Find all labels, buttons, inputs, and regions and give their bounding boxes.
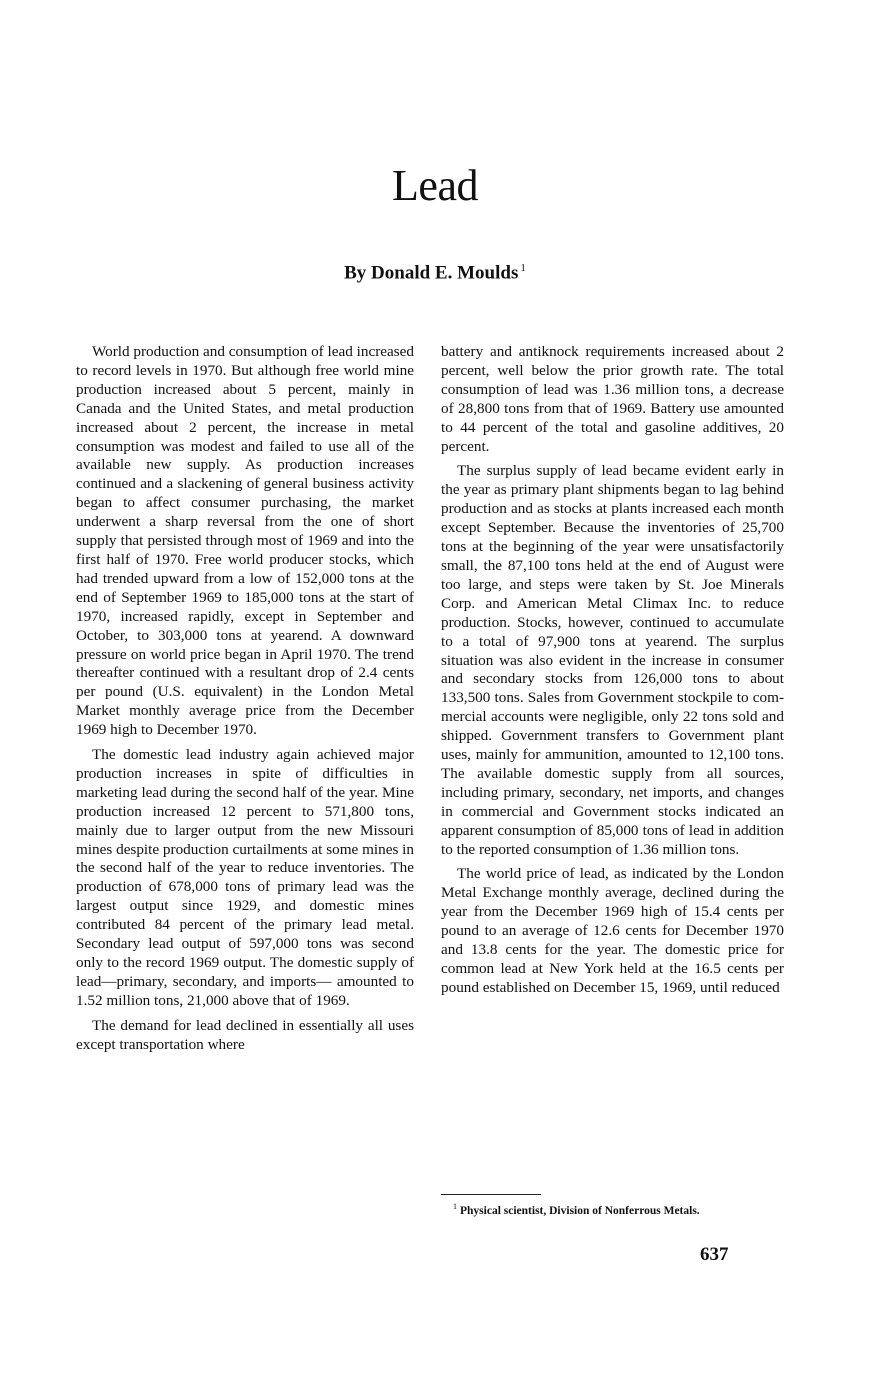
paragraph-demand: The demand for lead declined in essentially all uses except transportation where xyxy=(76,1016,414,1053)
author-name: By Donald E. Moulds xyxy=(344,262,519,284)
footnote-marker: 1 xyxy=(453,1202,457,1211)
paragraph-demand-continued: battery and antiknock requirements increased about 2 percent, well below the prior growth rate. The total consumption of lead was 1.36 million tons, a decrease of 28,800 tons from that of 1969. Battery use amounted to 44 percent of the total and gasoline additives, 20 percent. xyxy=(441,343,784,455)
byline xyxy=(0,262,870,284)
paragraph-domestic-industry: The domestic lead industry again achieved major production increases in spite of difficulties in marketing lead during the second half of the year. Mine production increased 12 percent to 571,800 tons, mainly due to larger output from the new Missouri mines despite production curtailments at some mines in the second half of the year to reduce inventories. The production of 678,000 tons of primary lead was the largest output since 1929, and domestic mines contributed 84 percent of the primary lead metal. Secondary lead output of 597,000 tons was second only to the record 1969 output. The domestic supply of lead—primary, secondary, and imports— amounted to 1.52 million tons, 21,000 above that of 1969. xyxy=(76,746,414,1009)
paragraph-world-price: The world price of lead, as indicated by the London Metal Exchange monthly average, declined during the year from the December 1969 high of 15.4 cents per pound to an average of 12.6 cents for December 1970 and 13.8 cents for the year. The domestic price for common lead at New York held at the 16.5 cents per pound established on December 15, 1969, until reduced xyxy=(441,865,784,996)
footnote-reference: 1 xyxy=(520,262,526,274)
footnote xyxy=(441,1200,784,1218)
footnote-divider xyxy=(441,1194,541,1195)
page-title: Lead xyxy=(392,161,478,210)
right-column xyxy=(441,343,784,998)
paragraph-surplus-supply: The surplus supply of lead became evident early in the year as primary plant shipments began to lag behind production and as stocks at plants increased each month except September. Because the inventories of 25,700 tons at the beginning of the year were unsatisfactorily small, the 87,100 tons held at the end of August were too large, and steps were taken by St. Joe Minerals Corp. and American Metal Climax Inc. to reduce production. Stocks, however, continued to accumulate to a total of 97,900 tons at yearend. The surplus situation was also evident in the increase in consumer and secondary stocks from 126,000 tons to about 133,500 tons. Sales from Government stockpile to commercial accounts were negligible, only 22 tons sold and shipped. Government transfers to Government plant uses, mainly for ammunition, amounted to 12,100 tons. The available domestic supply from all sources, including primary, secondary, net imports, and changes in commercial and Government stocks indicated an apparent consumption of 85,000 tons of lead in addition to the reported consumption of 1.36 million tons. xyxy=(441,462,784,858)
paragraph-intro: World production and consumption of lead increased to record levels in 1970. But although free world mine production increased about 5 percent, mainly in Canada and the United States, and metal production increased about 2 percent, the increase in metal consumption was modest and failed to use all of the available new supply. As production increases continued and a slackening of general business activity began to affect consumer purchasing, the market underwent a sharp reversal from the one of short supply that persisted through most of 1969 and into the first half of 1970. Free world producer stocks, which had trended upward from a low of 152,000 tons at the end of September 1969 to 185,000 tons at the start of 1970, increased rapidly, except in September and October, to 303,000 tons at yearend. A downward pressure on world price began in April 1970. The trend thereafter continued with a resultant drop of 2.4 cents per pound (U.S. equivalent) in the London Metal Market monthly average price from the December 1969 high to December 1970. xyxy=(76,343,414,739)
footnote-text: Physical scientist, Division of Nonferrous Metals. xyxy=(460,1204,700,1217)
page-number: 637 xyxy=(700,1244,729,1265)
left-column xyxy=(76,343,414,1055)
